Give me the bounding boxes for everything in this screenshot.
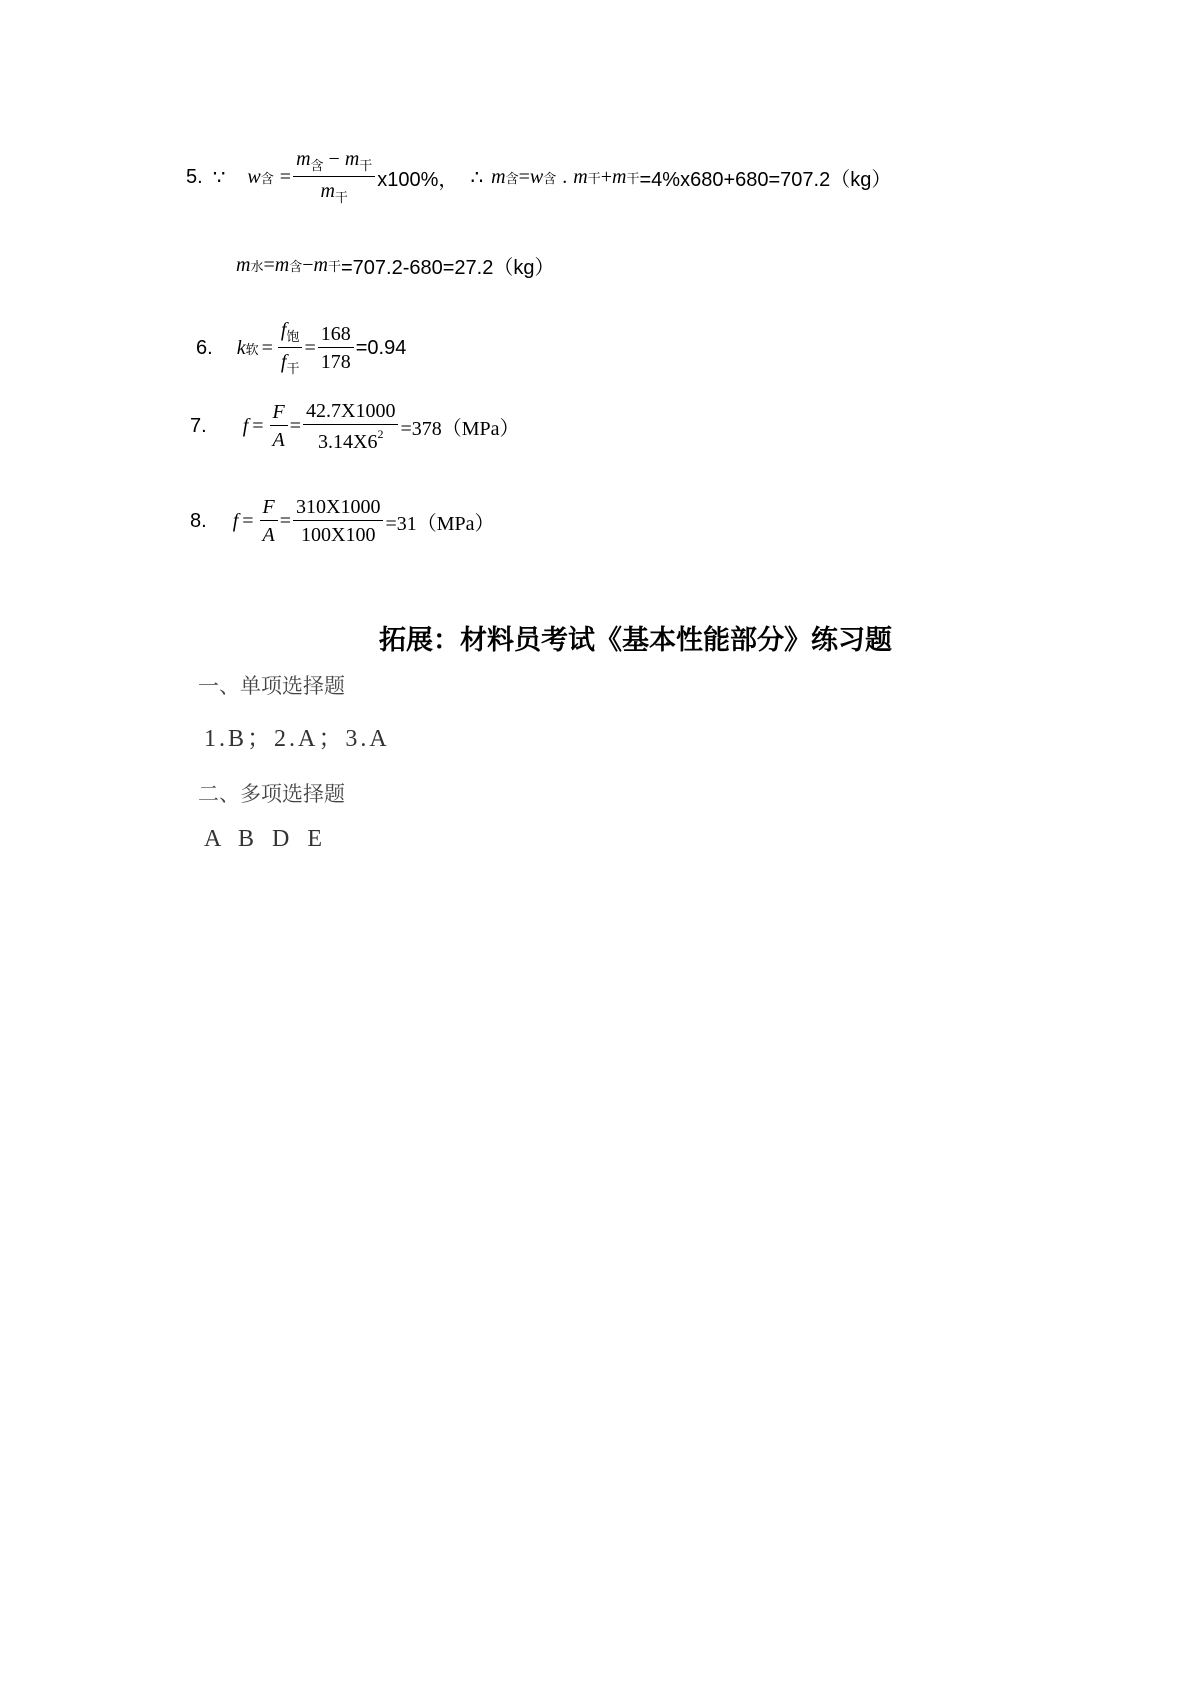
q5-line2: m 水 = m 含 − m 干 =707.2-680=27.2（kg） (236, 248, 554, 282)
q6-k-var: k (236, 336, 246, 359)
q6-number: 6. (196, 336, 213, 359)
q8-number: 8. (190, 509, 207, 532)
q6-line: 6. k 软 = $\frac{f_饱}{f_干}$ = $\frac{168}{178}$ =0.94 (196, 318, 407, 377)
q5-therefore-symbol: ∴ (470, 166, 484, 189)
q5-w-sub: 含 (260, 171, 274, 187)
q5-fraction (293, 148, 375, 207)
section2-heading: 二、多项选择题 (198, 782, 345, 806)
q7-f-var: f (242, 414, 249, 437)
q6-fraction-numeric: $\frac{168}{178}$ (318, 323, 354, 373)
section1-heading: 一、单项选择题 (198, 674, 345, 698)
q5-m-gan-2: m (612, 165, 627, 188)
q8-result: =31（MPa） (385, 512, 495, 535)
q5-result2: =707.2-680=27.2（kg） (340, 256, 555, 279)
extension-title: 拓展：材料员考试《基本性能部分》练习题 (379, 625, 892, 656)
q5-w-han: w (529, 165, 544, 188)
q5-line1: 5. ∵ w 含 = $\frac{m_含 - m_干}{m_干}$ x100%， ∴ m 含 = w 含 . m 干 + m 干 =4%x680+680=707.2（kg） (186, 147, 892, 206)
q7-result: =378（MPa） (400, 417, 520, 440)
q5-result1: =4%x680+680=707.2（kg） (639, 168, 892, 191)
q5-m-shui: m (236, 253, 251, 276)
q6-result: =0.94 (355, 336, 407, 359)
q8-line: 8. f = $\frac{F}{A}$ = $\frac{310X1000}{100X100}$ =31（MPa） (190, 496, 495, 546)
q5-x100: x100%， (377, 168, 459, 191)
q5-fraction-denominator: $m_干$ (320, 180, 348, 206)
q5-equals: = (279, 165, 292, 188)
q7-number: 7. (190, 414, 207, 437)
q7-line: 7. f = $\frac{F}{A}$ = $\frac{42.7X1000}{3.14X6^2}$ =378（MPa） (190, 399, 520, 453)
section2-answers: A B D E (204, 826, 329, 852)
q5-because-symbol: ∵ (212, 166, 226, 189)
q6-fraction-symbolic: $\frac{f_饱}{f_干}$ (278, 319, 303, 378)
q8-f-var: f (232, 509, 239, 532)
q5-m-han: m (491, 165, 506, 188)
q7-fraction-numeric: $\frac{42.7X1000}{3.14X6^2}$ (303, 400, 398, 453)
q5-w-var: w (247, 165, 261, 188)
q8-fraction-symbolic: $\frac{F}{A}$ (260, 496, 278, 546)
section1-answers: 1.B；2.A；3.A (204, 726, 390, 752)
q5-m-gan-1: m (573, 165, 588, 188)
q8-fraction-numeric: $\frac{310X1000}{100X100}$ (293, 496, 383, 546)
q5-number: 5. (186, 165, 203, 188)
q7-fraction-symbolic: $\frac{F}{A}$ (270, 401, 288, 451)
q5-dot: . (562, 165, 568, 188)
q5-fraction-numerator: $m_含 - m_干$ (293, 148, 375, 177)
